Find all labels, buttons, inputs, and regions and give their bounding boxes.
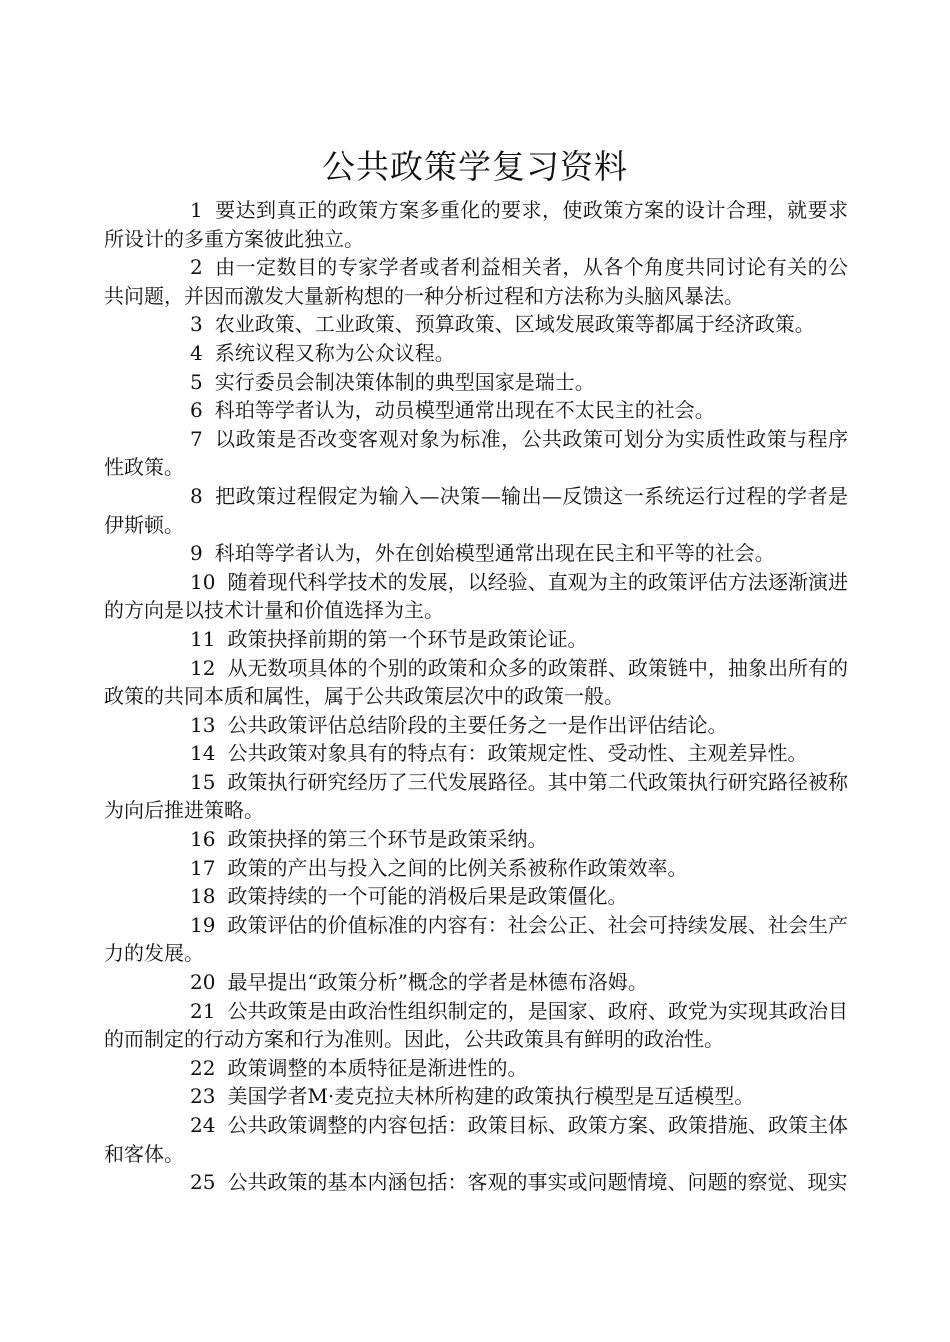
item-text: 公共政策的基本内涵包括：客观的事实或问题情境、问题的察觉、现实	[227, 1170, 848, 1195]
list-item	[104, 739, 848, 768]
item-text: 把政策过程假定为输入—决策—输出—反馈这一系统运行过程的学者是伊斯顿。	[104, 483, 848, 537]
list-item	[104, 253, 848, 310]
list-item	[104, 882, 848, 911]
item-text: 最早提出“政策分析”概念的学者是林德布洛姆。	[227, 970, 648, 995]
item-number: 24	[190, 1113, 216, 1137]
item-text: 随着现代科学技术的发展，以经验、直观为主的政策评估方法逐渐演进的方向是以技术计量和价值选择为主。	[104, 569, 848, 623]
item-text: 政策执行研究经历了三代发展路径。其中第二代政策执行研究路径被称为向后推进策略。	[104, 769, 848, 823]
item-text: 公共政策是由政治性组织制定的，是国家、政府、政党为实现其政治目的而制定的行动方案和行为准则。因此，公共政策具有鲜明的政治性。	[104, 998, 848, 1052]
item-text: 公共政策调整的内容包括：政策目标、政策方案、政策措施、政策主体和客体。	[104, 1113, 848, 1166]
item-text: 政策评估的价值标准的内容有：社会公正、社会可持续发展、社会生产力的发展。	[104, 912, 848, 966]
list-item	[104, 911, 848, 968]
list-item	[104, 854, 848, 883]
item-number: 23	[190, 1084, 216, 1109]
list-item	[104, 310, 848, 339]
item-text: 政策抉择的第三个环节是政策采纳。	[227, 827, 548, 852]
list-item	[104, 625, 848, 654]
item-text: 公共政策对象具有的特点有：政策规定性、受动性、主观差异性。	[227, 741, 808, 766]
item-number: 15	[190, 769, 216, 794]
item-text: 要达到真正的政策方案多重化的要求，使政策方案的设计合理，就要求所设计的多重方案彼此独立。	[104, 198, 848, 251]
item-text: 政策抉择前期的第一个环节是政策论证。	[227, 626, 588, 651]
item-text: 政策调整的本质特征是渐进性的。	[227, 1055, 528, 1080]
item-text: 政策的产出与投入之间的比例关系被称作政策效率。	[227, 855, 688, 880]
item-number: 2	[190, 255, 203, 280]
list-item	[104, 568, 848, 625]
item-text: 实行委员会制决策体制的典型国家是瑞士。	[214, 369, 595, 394]
item-text: 系统议程又称为公众议程。	[214, 340, 455, 365]
list-item	[104, 711, 848, 740]
item-number: 7	[190, 426, 203, 451]
item-number: 14	[190, 741, 216, 766]
item-number: 22	[190, 1055, 216, 1080]
item-text: 从无数项具体的个别的政策和众多的政策群、政策链中，抽象出所有的政策的共同本质和属性，属于公共政策层次中的政策一般。	[104, 655, 848, 709]
item-number: 10	[190, 569, 216, 594]
list-item	[104, 1054, 848, 1083]
list-item	[104, 1082, 848, 1111]
item-text: 政策持续的一个可能的消极后果是政策僵化。	[227, 884, 628, 909]
item-number: 5	[190, 369, 203, 394]
list-item	[104, 339, 848, 368]
item-text: 农业政策、工业政策、预算政策、区域发展政策等都属于经济政策。	[214, 312, 815, 337]
list-item	[104, 968, 848, 997]
list-item	[104, 482, 848, 539]
item-number: 8	[190, 483, 203, 508]
list-item	[104, 997, 848, 1054]
item-number: 9	[190, 541, 203, 566]
item-number: 25	[190, 1170, 216, 1195]
item-number: 11	[190, 626, 216, 651]
list-item	[104, 768, 848, 825]
list-item	[104, 196, 848, 253]
item-number: 4	[190, 340, 203, 365]
item-number: 13	[190, 712, 216, 737]
item-text: 科珀等学者认为，动员模型通常出现在不太民主的社会。	[214, 398, 715, 423]
item-number: 3	[190, 312, 203, 337]
item-number: 17	[190, 855, 216, 880]
list-item	[104, 425, 848, 482]
list-item	[104, 368, 848, 397]
document-body	[104, 196, 848, 1197]
item-text: 科珀等学者认为，外在创始模型通常出现在民主和平等的社会。	[214, 541, 775, 566]
list-item	[104, 1168, 848, 1197]
item-number: 20	[190, 970, 216, 995]
item-number: 21	[190, 998, 216, 1023]
item-text: 由一定数目的专家学者或者利益相关者，从各个角度共同讨论有关的公共问题，并因而激发大量新构想的一种分析过程和方法称为头脑风暴法。	[104, 255, 848, 308]
document-title: 公共政策学复习资料	[322, 147, 628, 186]
item-number: 18	[190, 884, 216, 909]
list-item	[104, 396, 848, 425]
item-number: 6	[190, 398, 203, 423]
item-number: 12	[190, 655, 216, 680]
list-item	[104, 825, 848, 854]
item-number: 16	[190, 827, 216, 852]
item-text: 以政策是否改变客观对象为标准，公共政策可划分为实质性政策与程序性政策。	[104, 426, 848, 480]
item-text: 公共政策评估总结阶段的主要任务之一是作出评估结论。	[227, 712, 728, 737]
list-item	[104, 1111, 848, 1168]
item-number: 1	[190, 198, 203, 222]
list-item	[104, 654, 848, 711]
list-item	[104, 539, 848, 568]
item-text: 美国学者M·麦克拉夫林所构建的政策执行模型是互适模型。	[227, 1084, 755, 1109]
item-number: 19	[190, 912, 216, 937]
